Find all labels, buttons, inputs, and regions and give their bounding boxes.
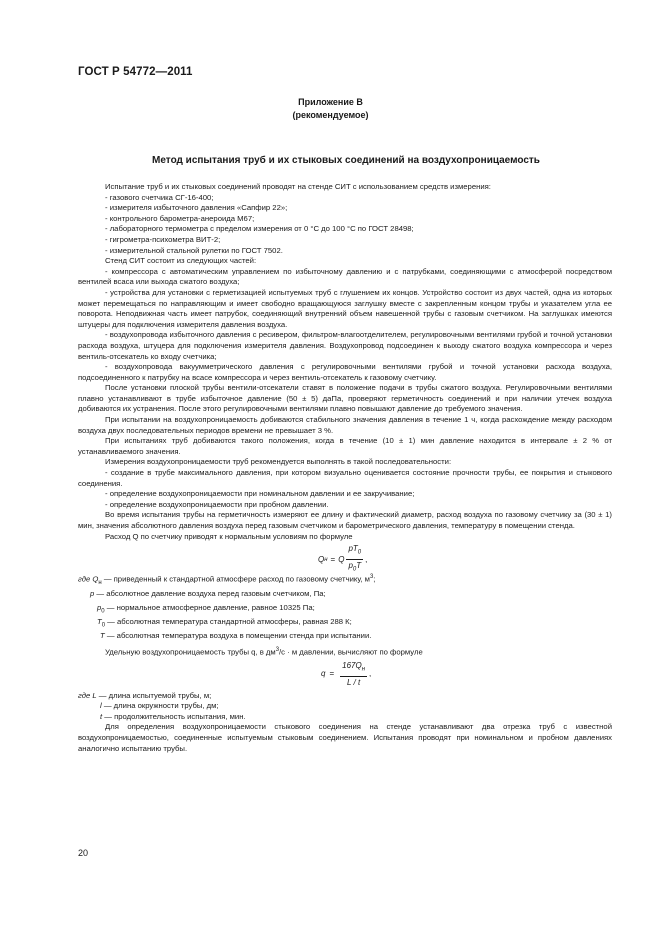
paragraph: Во время испытания трубы на герметичность измеряют ее длину и фактический диаметр, расход воздуха по газовому счетчику за (30 ± 1) мин, значения абсолютного давления воздуха перед газовым счетчиком и барометрического давления, температуру в помещении стенда. [78, 510, 612, 530]
numerator-sub: 0 [357, 549, 362, 556]
annex-title: Метод испытания труб и их стыковых соединений на воздухопроницаемость [152, 155, 540, 166]
legend-symbol: где Q [78, 574, 99, 584]
legend-sub: 0 [101, 608, 105, 615]
formula-specific-permeability [78, 659, 612, 691]
formula-lhs: Q [318, 554, 325, 564]
legend-symbol: p [97, 603, 102, 612]
paragraph: Измерения воздухопроницаемости труб рекомендуется выполнять в такой последовательности: [105, 457, 452, 467]
list-item: - измерительной стальной рулетки по ГОСТ 7502. [105, 245, 283, 255]
legend-text: — продолжительность испытания, мин. [102, 711, 246, 721]
list-item: - воздухопровода вакуумметрического давления с регулировочными вентилями грубой и точной установки расхода воздуха, подсоединенного к патрубку на всасе компрессора и через вентиль-отсекатель к газовому счетчику. [78, 362, 612, 382]
legend-sub: 0 [101, 622, 106, 629]
legend-item [78, 589, 612, 603]
formula-end: , [365, 554, 368, 564]
annex-name: Приложение В [298, 97, 363, 107]
paragraph-final: Для определения воздухопроницаемости стыкового соединения на стенде устанавливают два отрезка труб с известной воздухопроницаемостью, соединенные испытуемым стыковым соединением. Испытания проводят при номинальном и пробном давлениях аналогично испытанию трубы. [78, 722, 612, 753]
list-item: - гигрометра-психометра ВИТ-2; [105, 234, 221, 244]
formula-denominator [346, 560, 363, 575]
legend-text: — абсолютная температура стандартной атмосферы, равная 288 К; [105, 617, 352, 627]
legend-item [78, 712, 612, 723]
intro-pre: Удельную воздухопроницаемость трубы q, в дм [105, 647, 276, 657]
annex-status: (рекомендуемое) [292, 110, 369, 120]
legend-item [78, 631, 612, 645]
legend-text: — нормальное атмосферное давление, равное 10325 Па; [104, 603, 315, 612]
formula-lhs-sub: н [324, 556, 328, 563]
list-item: - газового счетчика СГ-16-400; [105, 192, 214, 202]
document-header: ГОСТ Р 54772—2011 [78, 66, 193, 78]
list-item: - воздухопровода избыточного давления с ресивером, фильтром-влагоотделителем, регулировочными вентилями грубой и точной установки расхода воздуха, штуцера для подключения измерителя давления. Воздухопровод подсоединен к выходу сжатого воздуха компрессора и через вентиль-отсекатель ко входу счетчика; [78, 330, 612, 361]
legend-tail: ; [373, 574, 376, 584]
list-item: - измерителя избыточного давления «Сапфир 22»; [105, 203, 288, 213]
legend-symbol: T [100, 631, 105, 641]
page-number: 20 [78, 848, 89, 858]
legend-symbol: l [100, 701, 102, 711]
legend-sub: н [98, 580, 102, 587]
formula-denominator: L / t [346, 677, 361, 687]
denominator-sub: 0 [352, 566, 357, 573]
list-item: - лабораторного термометра с пределом измерения от 0 °С до 100 °С по ГОСТ 28498; [105, 224, 414, 234]
numerator-text: pT [348, 544, 358, 554]
formula-eq: = [330, 554, 336, 564]
denominator-text: p [348, 561, 353, 571]
list-item: - компрессора с автоматическим управлением по избыточному давлению и с патрубками, соединяющими с атмосферой посредством вентилей всаса или выхода сжатого воздуха; [78, 266, 612, 287]
paragraph: После установки плоской трубы вентили-отсекатели ставят в положение подачи в трубы сжатого воздуха. Регулировочными вентилями плавно устанавливают в трубе избыточное давление (50 ± 5) даПа, проверяют герметичность соединений и при наличии утечек воздуха добиваются их устранения. После этого регулировочными вентилями плавно повышают давление до требуемого значения. [78, 383, 612, 414]
denominator-tail: T [356, 561, 362, 571]
formula-eq: = [329, 669, 335, 679]
formula-normal-flow [78, 542, 612, 572]
paragraph: Расход Q по счетчику приводят к нормальным условиям по формуле [105, 531, 353, 541]
paragraph: При испытании на воздухопроницаемость добиваются стабильного значения давления в течение 1 ч, когда расхождение между расходом воздуха двух последовательных периодов времени не превышает 3 %. [78, 415, 612, 435]
legend-item [78, 617, 612, 631]
paragraph-specific-intro [78, 645, 612, 658]
legend-text: — абсолютное давление воздуха перед газовым счетчиком, Па; [94, 588, 326, 598]
paragraph: При испытаниях труб добиваются такого положения, когда в течение (10 ± 1) мин давление находится в интервале ± 2 % от устанавливаемого значения. [78, 436, 612, 456]
legend-text: — длина испытуемой трубы, м; [96, 690, 212, 700]
document-body [78, 182, 612, 754]
legend-text: — приведенный к стандартной атмосфере расход по газовому счетчику, м [101, 574, 370, 584]
intro-post: /с · м давлении, вычисляют по формуле [279, 647, 423, 657]
formula-fraction [340, 661, 367, 689]
list-item: - контрольного барометра-анероида М67; [105, 213, 255, 223]
paragraph: Стенд СИТ состоит из следующих частей: [105, 256, 257, 266]
legend-symbol: T [97, 617, 102, 627]
formula-numerator [346, 544, 363, 560]
list-item: - определение воздухопроницаемости при номинальном давлении и ее закручивание; [105, 489, 415, 499]
numerator-text: 167Q [342, 660, 362, 670]
formula-fraction [346, 544, 363, 575]
legend-symbol: p [90, 588, 95, 598]
formula-numerator [340, 661, 367, 677]
legend-text: — абсолютная температура воздуха в помещении стенда при испытании. [104, 631, 372, 641]
intro-sup: 3 [275, 647, 280, 654]
legend-symbol: где L [78, 690, 97, 700]
paragraph: Испытание труб и их стыковых соединений проводят на стенде СИТ с использованием средств измерения: [105, 182, 491, 191]
legend-sup: 3 [369, 574, 374, 581]
formula-legend-2 [78, 691, 612, 723]
formula-q: Q [338, 554, 345, 564]
formula-lhs: q [321, 669, 326, 679]
numerator-sub: н [361, 666, 366, 673]
legend-item [78, 701, 612, 712]
legend-symbol: t [100, 711, 103, 721]
list-item: - создание в трубе максимального давления, при котором визуально оценивается состояние прочности трубы, ее покрытия и стыкового соединения. [78, 468, 612, 488]
legend-item [78, 603, 612, 617]
list-item: - устройства для установки с герметизацией испытуемых труб с глушением их концов. Устройство состоит из двух частей, одна из которых может перемещаться по направляющим и имеет свободно вращающуюся заглушку вместе с закрепленным концом трубы и указателем угла ее поворота. Неподвижная часть имеет патрубок, соединяющий внутренний объем навешенной трубы с газовым счетчиком. На заглушках имеются штуцеры для подключения измерителя давления воздуха. [78, 287, 612, 329]
formula-legend-1 [78, 572, 612, 645]
list-item: - определение воздухопроницаемости при пробном давлении. [105, 499, 329, 509]
legend-text: — длина окружности трубы, дм; [101, 701, 219, 711]
formula-end: , [369, 669, 372, 679]
legend-item [78, 691, 612, 702]
